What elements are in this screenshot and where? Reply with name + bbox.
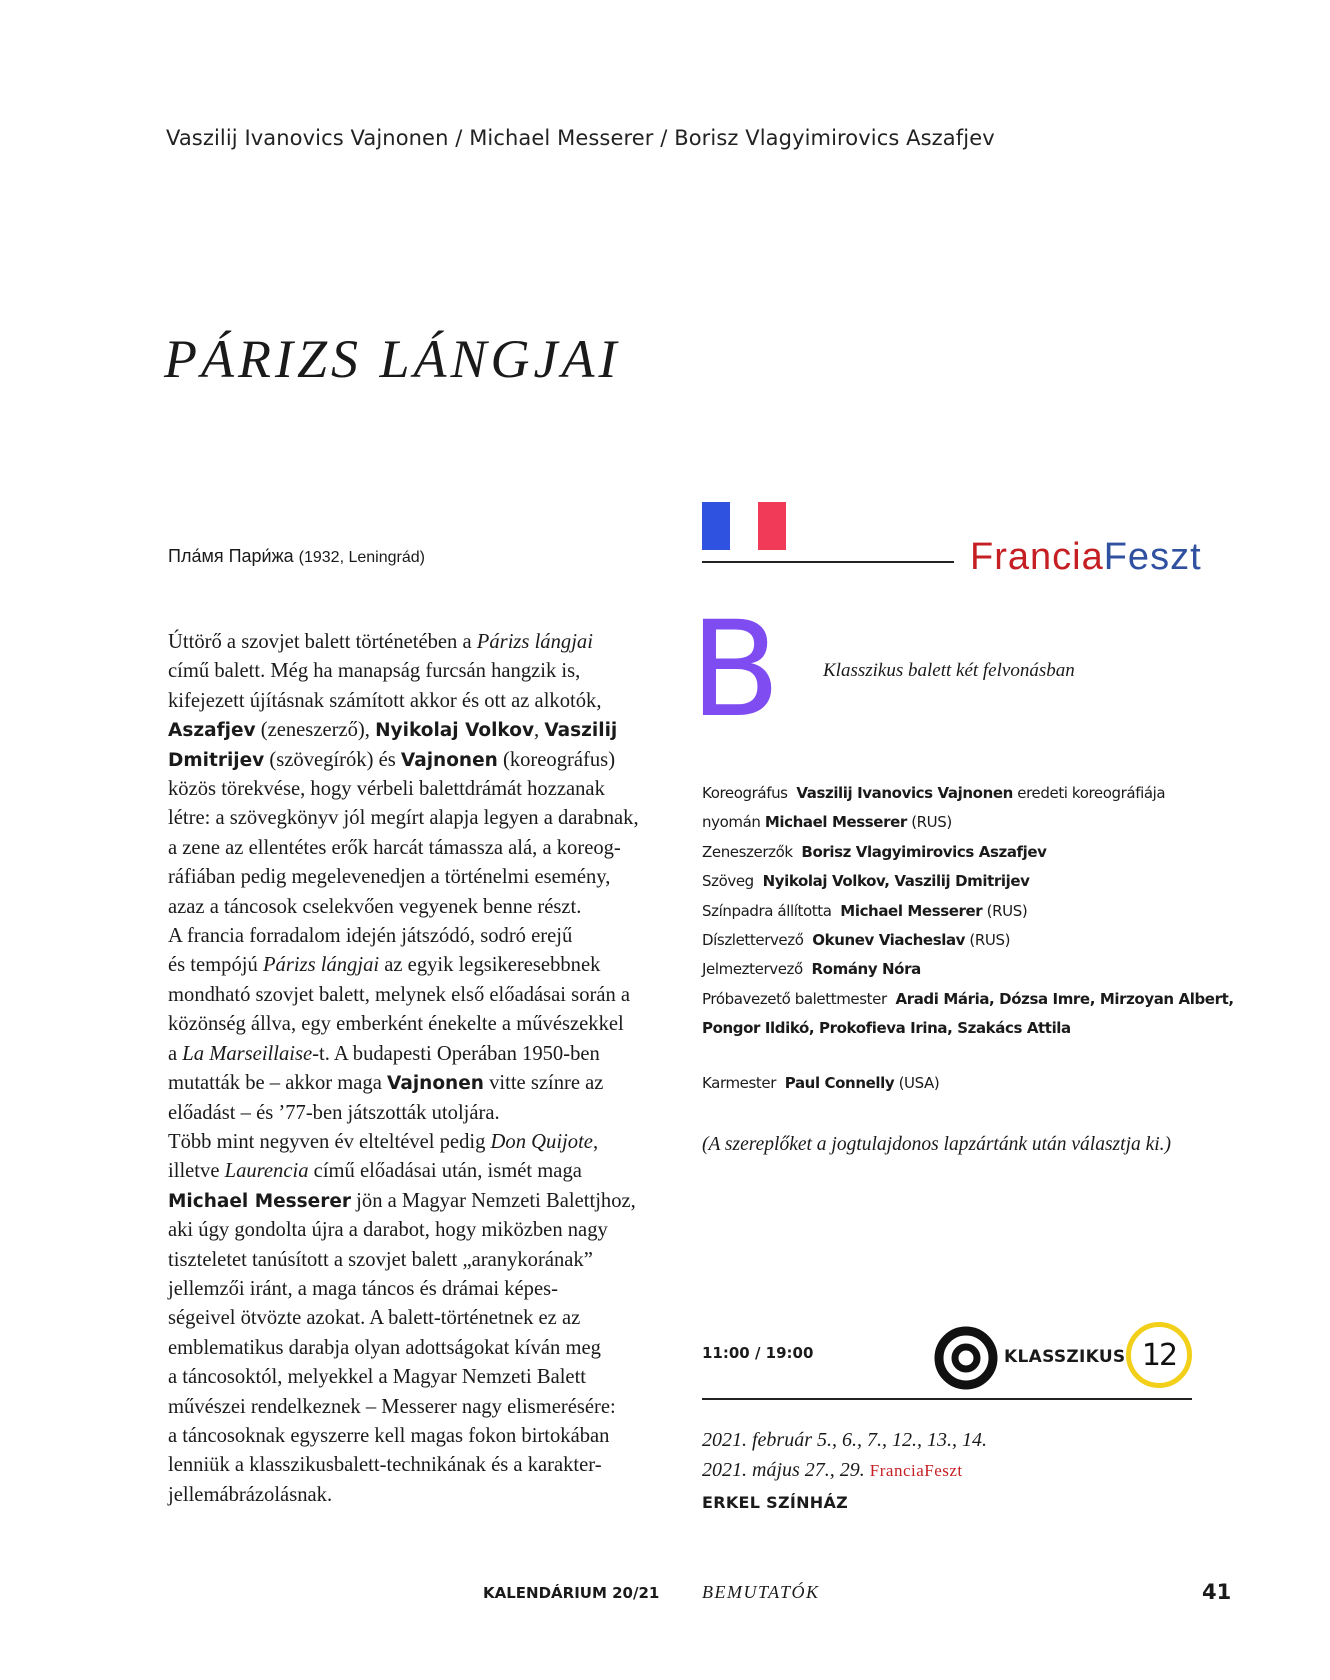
dates-february: 2021. február 5., 6., 7., 12., 13., 14. bbox=[702, 1429, 987, 1451]
credit-line: Színpadra állította Michael Messerer (RUS) bbox=[702, 901, 1028, 920]
body-line: ráfiában pedig megelevenedjen a történelmi esemény, bbox=[168, 866, 611, 889]
franciafeszt-logo: FranciaFeszt bbox=[970, 536, 1202, 578]
page-title: PÁRIZS LÁNGJAI bbox=[164, 329, 621, 389]
body-line: a táncosoktól, melyekkel a Magyar Nemzeti Balett bbox=[168, 1366, 587, 1389]
showtimes: 11:00 / 19:00 bbox=[702, 1344, 814, 1362]
body-line: közönség állva, egy emberként énekelte a művészekkel bbox=[168, 1013, 624, 1036]
target-icon bbox=[934, 1326, 998, 1390]
body-line: jellemábrázolásnak. bbox=[168, 1483, 333, 1506]
french-flag-icon bbox=[702, 502, 786, 550]
original-title bbox=[168, 546, 425, 567]
cast-note: (A szereplőket a jogtulajdonos lapzártánk után választja ki.) bbox=[702, 1134, 1172, 1155]
divider bbox=[702, 561, 954, 563]
original-premiere-info: (1932, Leningrád) bbox=[298, 549, 425, 566]
body-line: mutatták be – akkor maga Vajnonen vitte színre az bbox=[168, 1072, 604, 1095]
category-label: KLASSZIKUS bbox=[1004, 1347, 1126, 1367]
credit-line: Zeneszerzők Borisz Vlagyimirovics Aszafjev bbox=[702, 842, 1047, 861]
body-line: jellemzői iránt, a maga táncos és drámai képes- bbox=[168, 1277, 558, 1300]
body-line: a La Marseillaise-t. A budapesti Operában 1950-ben bbox=[168, 1042, 600, 1065]
body-line: tiszteletet tanúsított a szovjet balett „aranykorának” bbox=[168, 1248, 593, 1271]
credit-line: Díszlettervező Okunev Viacheslav (RUS) bbox=[702, 931, 1011, 950]
body-line: ségeivel ötvözte azokat. A balett-történetnek ez az bbox=[168, 1307, 581, 1330]
article-body bbox=[168, 628, 668, 1510]
credit-line: Szöveg Nyikolaj Volkov, Vaszilij Dmitrijev bbox=[702, 872, 1030, 891]
body-line: előadást – és ’77-ben játszották utoljára. bbox=[168, 1101, 500, 1124]
body-line: létre: a szövegkönyv jól megírt alapja legyen a darabnak, bbox=[168, 807, 639, 830]
franciafeszt-tag: FranciaFeszt bbox=[869, 1461, 963, 1480]
body-line: Michael Messerer jön a Magyar Nemzeti Balettjhoz, bbox=[168, 1189, 636, 1212]
body-line: Aszafjev (zeneszerző), Nyikolaj Volkov, Vaszilij bbox=[168, 719, 618, 742]
footer-section: BEMUTATÓK bbox=[702, 1582, 820, 1602]
body-line: emblematikus darabja olyan adottságokat kíván meg bbox=[168, 1336, 601, 1359]
body-line: Úttörő a szovjet balett történetében a Párizs lángjai bbox=[168, 631, 593, 653]
body-line: illetve Laurencia című előadásai után, ismét maga bbox=[168, 1160, 582, 1183]
conductor-credit: Karmester Paul Connelly (USA) bbox=[702, 1074, 940, 1092]
credit-line: Koreográfus Vaszilij Ivanovics Vajnonen eredeti koreográfiája bbox=[702, 784, 1166, 802]
body-line: lenniük a klasszikusbalett-technikának és a karakter- bbox=[168, 1454, 602, 1477]
credit-line: Jelmeztervező Romány Nóra bbox=[702, 960, 921, 979]
footer-publication: KALENDÁRIUM 20/21 bbox=[483, 1584, 660, 1602]
body-line: aki úgy gondolta újra a darabot, hogy miközben nagy bbox=[168, 1219, 608, 1242]
body-line: a táncosoknak egyszerre kell magas fokon birtokában bbox=[168, 1424, 610, 1447]
venue: ERKEL SZÍNHÁZ bbox=[702, 1493, 849, 1512]
genre-subtitle: Klasszikus balett két felvonásban bbox=[823, 660, 1075, 681]
credits-list bbox=[702, 779, 1234, 1044]
dates-may: 2021. május 27., 29. FranciaFeszt bbox=[702, 1459, 963, 1481]
body-line: mondható szovjet balett, melynek első előadásai során a bbox=[168, 983, 631, 1006]
series-letter: B bbox=[690, 593, 781, 747]
body-line: művészei rendelkeznek – Messerer nagy elismerésére: bbox=[168, 1395, 616, 1418]
page-number: 41 bbox=[1202, 1580, 1232, 1604]
credit-line: Pongor Ildikó, Prokofieva Irina, Szakács Attila bbox=[702, 1019, 1071, 1038]
body-line: és tempójú Párizs lángjai az egyik legsikeresebbnek bbox=[168, 954, 601, 977]
credit-line: nyomán Michael Messerer (RUS) bbox=[702, 813, 952, 832]
body-line: Több mint negyven év elteltével pedig Don Quijote, bbox=[168, 1130, 599, 1153]
authors-line: Vaszilij Ivanovics Vajnonen / Michael Messerer / Borisz Vlagyimirovics Aszafjev bbox=[166, 126, 995, 150]
body-line: A francia forradalom idején játszódó, sodró erejű bbox=[168, 925, 573, 948]
body-line: azaz a táncosok cselekvően vegyenek benne részt. bbox=[168, 895, 582, 918]
original-title-text: Пла́мя Пари́жа bbox=[168, 546, 294, 566]
age-rating-badge: 12 bbox=[1126, 1322, 1192, 1388]
body-line: című balett. Még ha manapság furcsán hangzik is, bbox=[168, 660, 581, 683]
body-line: a zene az ellentétes erők harcát támassza alá, a koreog- bbox=[168, 836, 621, 859]
credit-line: Próbavezető balettmester Aradi Mária, Dózsa Imre, Mirzoyan Albert, bbox=[702, 989, 1234, 1008]
divider bbox=[702, 1398, 1192, 1400]
body-line: Dmitrijev (szövegírók) és Vajnonen (koreográfus) bbox=[168, 748, 616, 771]
body-line: közös törekvése, hogy vérbeli balettdrámát hozzanak bbox=[168, 778, 605, 801]
performance-dates bbox=[702, 1425, 987, 1486]
body-line: kifejezett újításnak számított akkor és ott az alkotók, bbox=[168, 689, 602, 712]
